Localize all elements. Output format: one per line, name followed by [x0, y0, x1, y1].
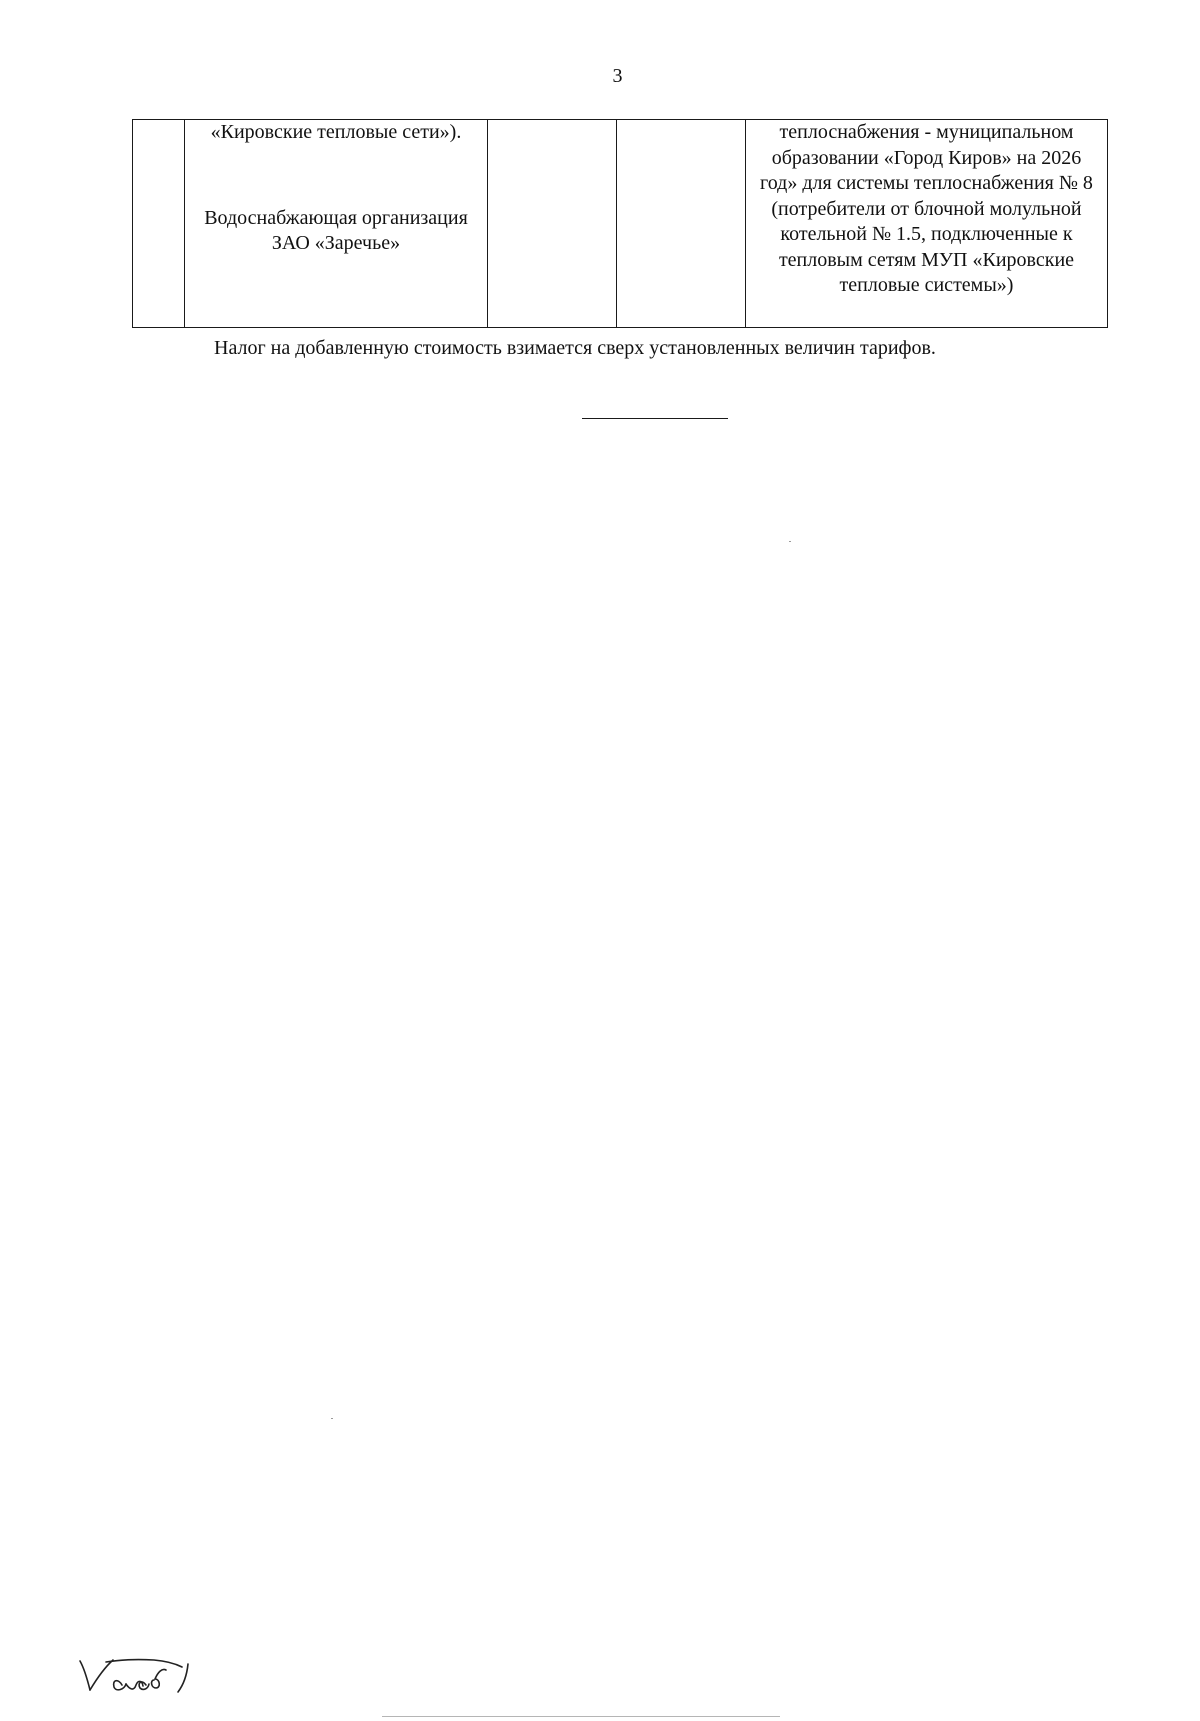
vat-note: Налог на добавленную стоимость взимается сверх установленных величин тарифов.: [214, 337, 936, 359]
scan-edge-line: [382, 1716, 780, 1717]
table-row: [133, 120, 1108, 328]
water-supply-organization: Водоснабжающая организация ЗАО «Заречье»: [204, 206, 468, 254]
page-number: 3: [612, 65, 623, 87]
organization-name-continuation: «Кировские тепловые сети»).: [210, 121, 462, 143]
closing-divider: [582, 418, 728, 419]
row-number-cell: [133, 120, 185, 328]
scan-speck: [789, 541, 791, 542]
tariff-description: теплоснабжения - муниципальном образовании «Город Киров» на 2026 год» для системы теплоснабжения № 8 (потребители от блочной молульной котельной № 1.5, подключенные к тепловым сетям МУП «Кировские тепловые системы»): [760, 121, 1093, 296]
organization-cell: [185, 120, 488, 328]
handwritten-signature: [78, 1658, 196, 1712]
tariff-value-cell-2: [617, 120, 746, 328]
tariff-value-cell-1: [488, 120, 617, 328]
scan-speck: [331, 1418, 333, 1419]
tariff-table: [132, 119, 1108, 328]
description-cell: [746, 120, 1108, 328]
